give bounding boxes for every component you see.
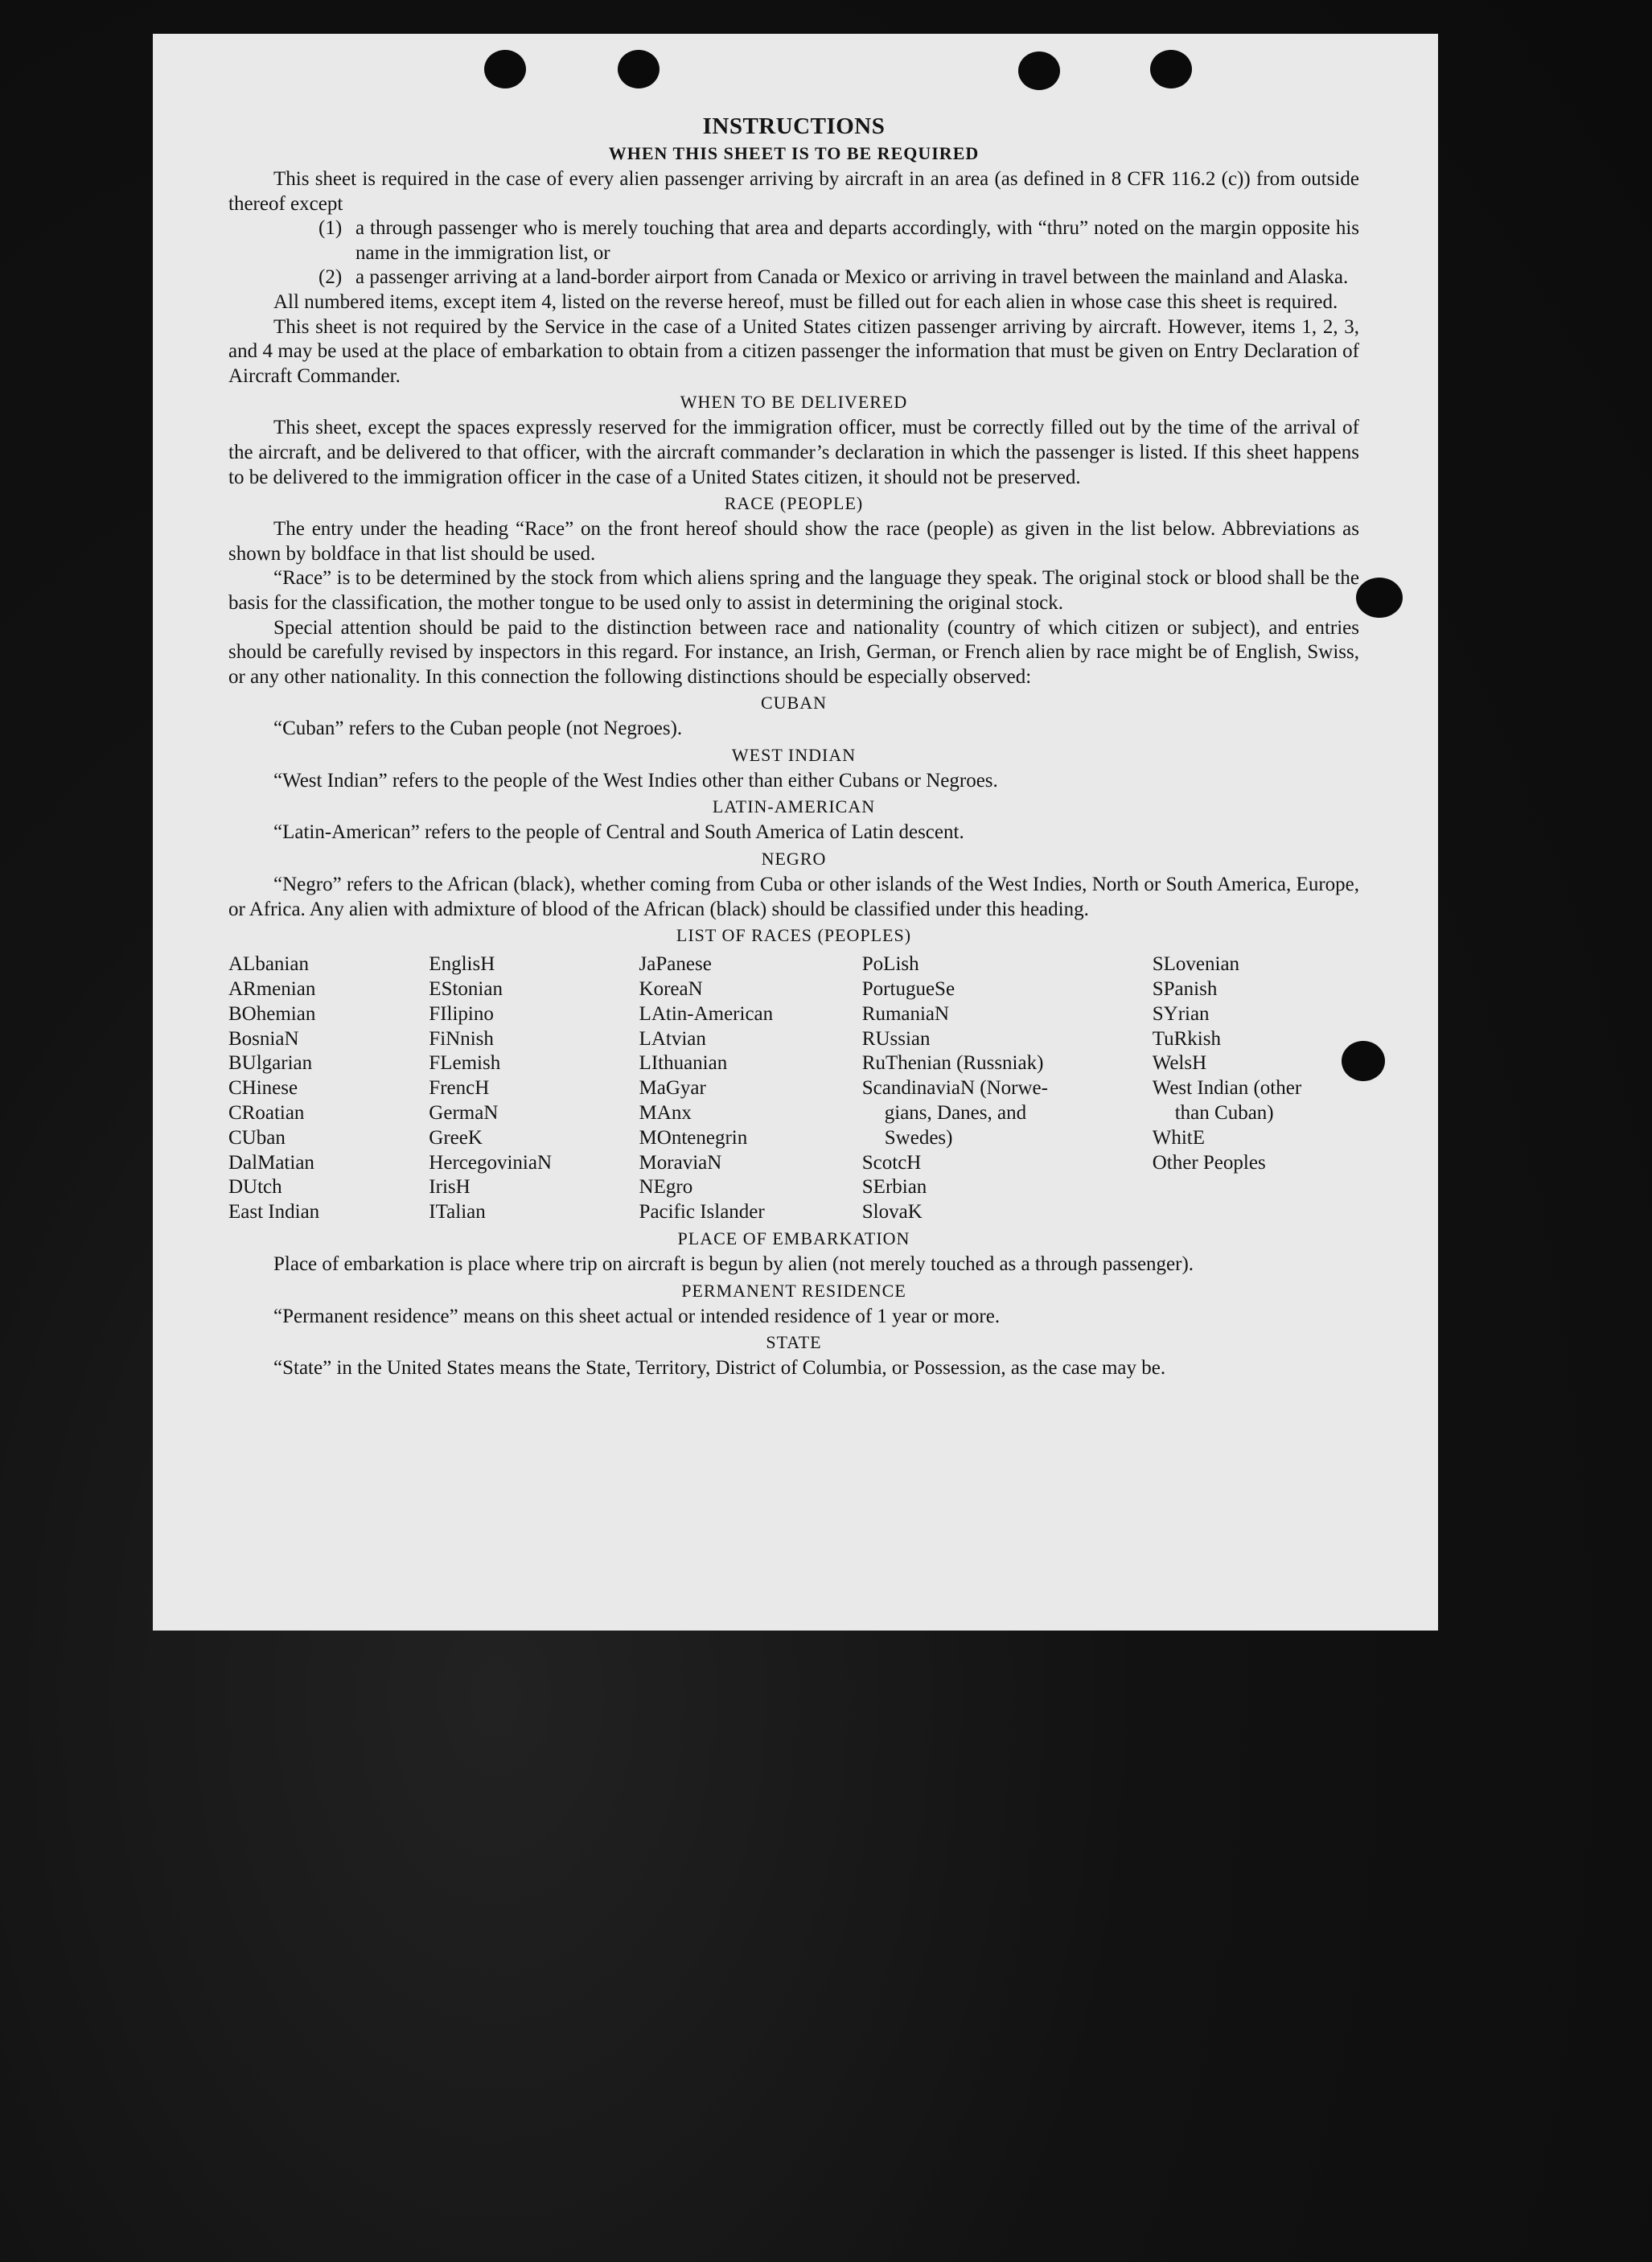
race-entry: SlovaK (861, 1201, 923, 1224)
race-entry: BOhemian (228, 1002, 316, 1025)
race-entry: FIlipino (429, 1002, 494, 1025)
races-column (1153, 952, 1359, 1225)
paragraph: Special attention should be paid to the distinction between race and nationality (country of which citizen or subject), and entries should be carefully revised by inspectors in this regard. For instance, an Irish, German, or French alien by race might be of English, Swiss, or any other nationality. In this connection the following distinctions should be especially observed: (228, 616, 1359, 688)
paragraph: “Negro” refers to the African (black), whether coming from Cuba or other islands of the West Indies, North or South America, Europe, or Africa. Any alien with admixture of blood of the African (black) should be classified under this heading. (228, 874, 1359, 920)
punch-hole (1018, 51, 1060, 90)
races-column (429, 952, 639, 1225)
section-heading-residence: PERMANENT RESIDENCE (681, 1280, 906, 1301)
item-text: a passenger arriving at a land-border airport from Canada or Mexico or arriving in travel between the mainland and Alaska. (355, 266, 1349, 289)
race-entry: BosniaN (228, 1027, 299, 1050)
list-item (318, 265, 1359, 290)
race-entry: JaPanese (639, 953, 712, 976)
section-heading-west-indian: WEST INDIAN (731, 744, 857, 765)
race-entry: SLovenian (1152, 953, 1240, 976)
paragraph: “Latin-American” refers to the people of Central and South America of Latin descent. (273, 821, 964, 844)
race-entry: GermaN (429, 1102, 499, 1125)
race-entry: RumaniaN (861, 1002, 950, 1025)
race-entry: LAtvian (639, 1027, 706, 1050)
race-entry: Swedes) (884, 1126, 953, 1149)
punch-hole (484, 50, 526, 88)
section-heading-cuban: CUBAN (760, 693, 827, 714)
race-entry: MaGyar (639, 1077, 706, 1100)
race-entry: ScandinaviaN (Norwe- (861, 1077, 1048, 1100)
race-entry: SPanish (1152, 978, 1218, 1001)
race-entry: FrencH (429, 1077, 490, 1100)
race-entry: CRoatian (228, 1102, 305, 1125)
list-item (318, 216, 1359, 265)
race-entry: RUssian (861, 1027, 931, 1050)
section-heading-when-delivered: WHEN TO BE DELIVERED (680, 392, 908, 413)
race-entry: KoreaN (639, 978, 703, 1001)
instruction-sheet (153, 34, 1438, 1631)
race-entry: EnglisH (429, 953, 495, 976)
section-heading-list-of-races: LIST OF RACES (PEOPLES) (676, 925, 912, 946)
race-entry: PortugueSe (861, 978, 955, 1001)
race-entry: DUtch (228, 1176, 282, 1199)
paragraph: “Race” is to be determined by the stock from which aliens spring and the language they speak. The original stock or blood shall be the basis for the classification, the mother tongue to be used only to assist in determining the original stock. (228, 567, 1359, 614)
page-title: INSTRUCTIONS (702, 113, 886, 139)
race-entry: ITalian (429, 1201, 486, 1224)
races-column (862, 952, 1153, 1225)
race-entry: Other Peoples (1152, 1151, 1266, 1174)
ink-blot (1342, 1041, 1385, 1081)
race-entry: CUban (228, 1126, 286, 1149)
race-entry: ALbanian (228, 953, 309, 976)
race-entry: GreeK (429, 1126, 483, 1149)
race-entry: than Cuban) (1174, 1102, 1274, 1125)
paragraph: “West Indian” refers to the people of the West Indies other than either Cubans or Negroes. (273, 769, 998, 792)
section-heading-negro: NEGRO (761, 849, 827, 870)
item-text: a through passenger who is merely touching that area and departs accordingly, with “thru” noted on the margin opposite his name in the immigration list, or (355, 217, 1359, 264)
paragraph: Place of embarkation is place where trip on aircraft is begun by alien (not merely touched as a through passenger). (273, 1253, 1194, 1276)
race-entry: FiNnish (429, 1027, 494, 1050)
paragraph: This sheet is not required by the Service in the case of a United States citizen passenger arriving by aircraft. However, items 1, 2, 3, and 4 may be used at the place of embarkation to obtain from a citizen passenger the information that must be given on Entry Declaration of Aircraft Commander. (228, 315, 1359, 387)
paragraph: “State” in the United States means the State, Territory, District of Columbia, or Possession, as the case may be. (273, 1357, 1166, 1380)
race-entry: SErbian (861, 1176, 927, 1199)
races-list (228, 952, 1359, 1225)
race-entry: MAnx (639, 1102, 692, 1125)
race-entry: BUlgarian (228, 1052, 313, 1075)
race-entry: TuRkish (1152, 1027, 1221, 1050)
item-number: (1) (318, 217, 343, 240)
section-heading-race: RACE (PEOPLE) (724, 493, 864, 514)
race-entry: IrisH (429, 1176, 471, 1199)
races-column (228, 952, 429, 1225)
race-entry: NEgro (639, 1176, 693, 1199)
paragraph: All numbered items, except item 4, listed on the reverse hereof, must be filled out for each alien in whose case this sheet is required. (273, 290, 1338, 313)
race-entry: SYrian (1152, 1002, 1210, 1025)
section-heading-state: STATE (766, 1332, 822, 1353)
section-heading-when-required: WHEN THIS SHEET IS TO BE REQUIRED (608, 143, 980, 163)
ink-blot (1356, 578, 1403, 618)
paragraph: This sheet, except the spaces expressly reserved for the immigration officer, must be correctly filled out by the time of the arrival of the aircraft, and be delivered to that officer, with the aircraft commander’s declaration in which the passenger is listed. If this sheet happens to be delivered to the immigration officer in the case of a United States citizen, it should not be preserved. (228, 417, 1359, 488)
race-entry: RuThenian (Russniak) (861, 1052, 1044, 1075)
race-entry: ARmenian (228, 978, 316, 1001)
race-entry: gians, Danes, and (884, 1102, 1027, 1125)
race-entry: HercegoviniaN (429, 1151, 553, 1174)
paragraph: “Permanent residence” means on this sheet actual or intended residence of 1 year or more. (273, 1305, 1001, 1327)
race-entry: EStonian (429, 978, 503, 1001)
paragraph: This sheet is required in the case of every alien passenger arriving by aircraft in an area (as defined in 8 CFR 116.2 (c)) from outside thereof except (228, 168, 1359, 215)
race-entry: DalMatian (228, 1151, 314, 1174)
race-entry: MoraviaN (639, 1151, 722, 1174)
race-entry: LIthuanian (639, 1052, 728, 1075)
punch-hole (618, 50, 660, 88)
race-entry: West Indian (other (1152, 1077, 1302, 1100)
race-entry: Pacific Islander (639, 1201, 765, 1224)
race-entry: East Indian (228, 1201, 320, 1224)
section-heading-latin-american: LATIN-AMERICAN (712, 796, 876, 817)
race-entry: FLemish (429, 1052, 501, 1075)
race-entry: ScotcH (861, 1151, 922, 1174)
paragraph: The entry under the heading “Race” on the front hereof should show the race (people) as given in the list below. Abbreviations as shown by boldface in that list should be used. (228, 518, 1359, 565)
race-entry: WhitE (1152, 1126, 1205, 1149)
item-number: (2) (318, 266, 343, 289)
paragraph: “Cuban” refers to the Cuban people (not Negroes). (273, 718, 683, 740)
races-column (639, 952, 862, 1225)
race-entry: MOntenegrin (639, 1126, 748, 1149)
race-entry: LAtin-American (639, 1002, 774, 1025)
punch-hole (1150, 50, 1192, 88)
section-heading-embarkation: PLACE OF EMBARKATION (677, 1228, 910, 1249)
race-entry: PoLish (861, 953, 919, 976)
race-entry: WelsH (1152, 1052, 1207, 1075)
race-entry: CHinese (228, 1077, 298, 1100)
